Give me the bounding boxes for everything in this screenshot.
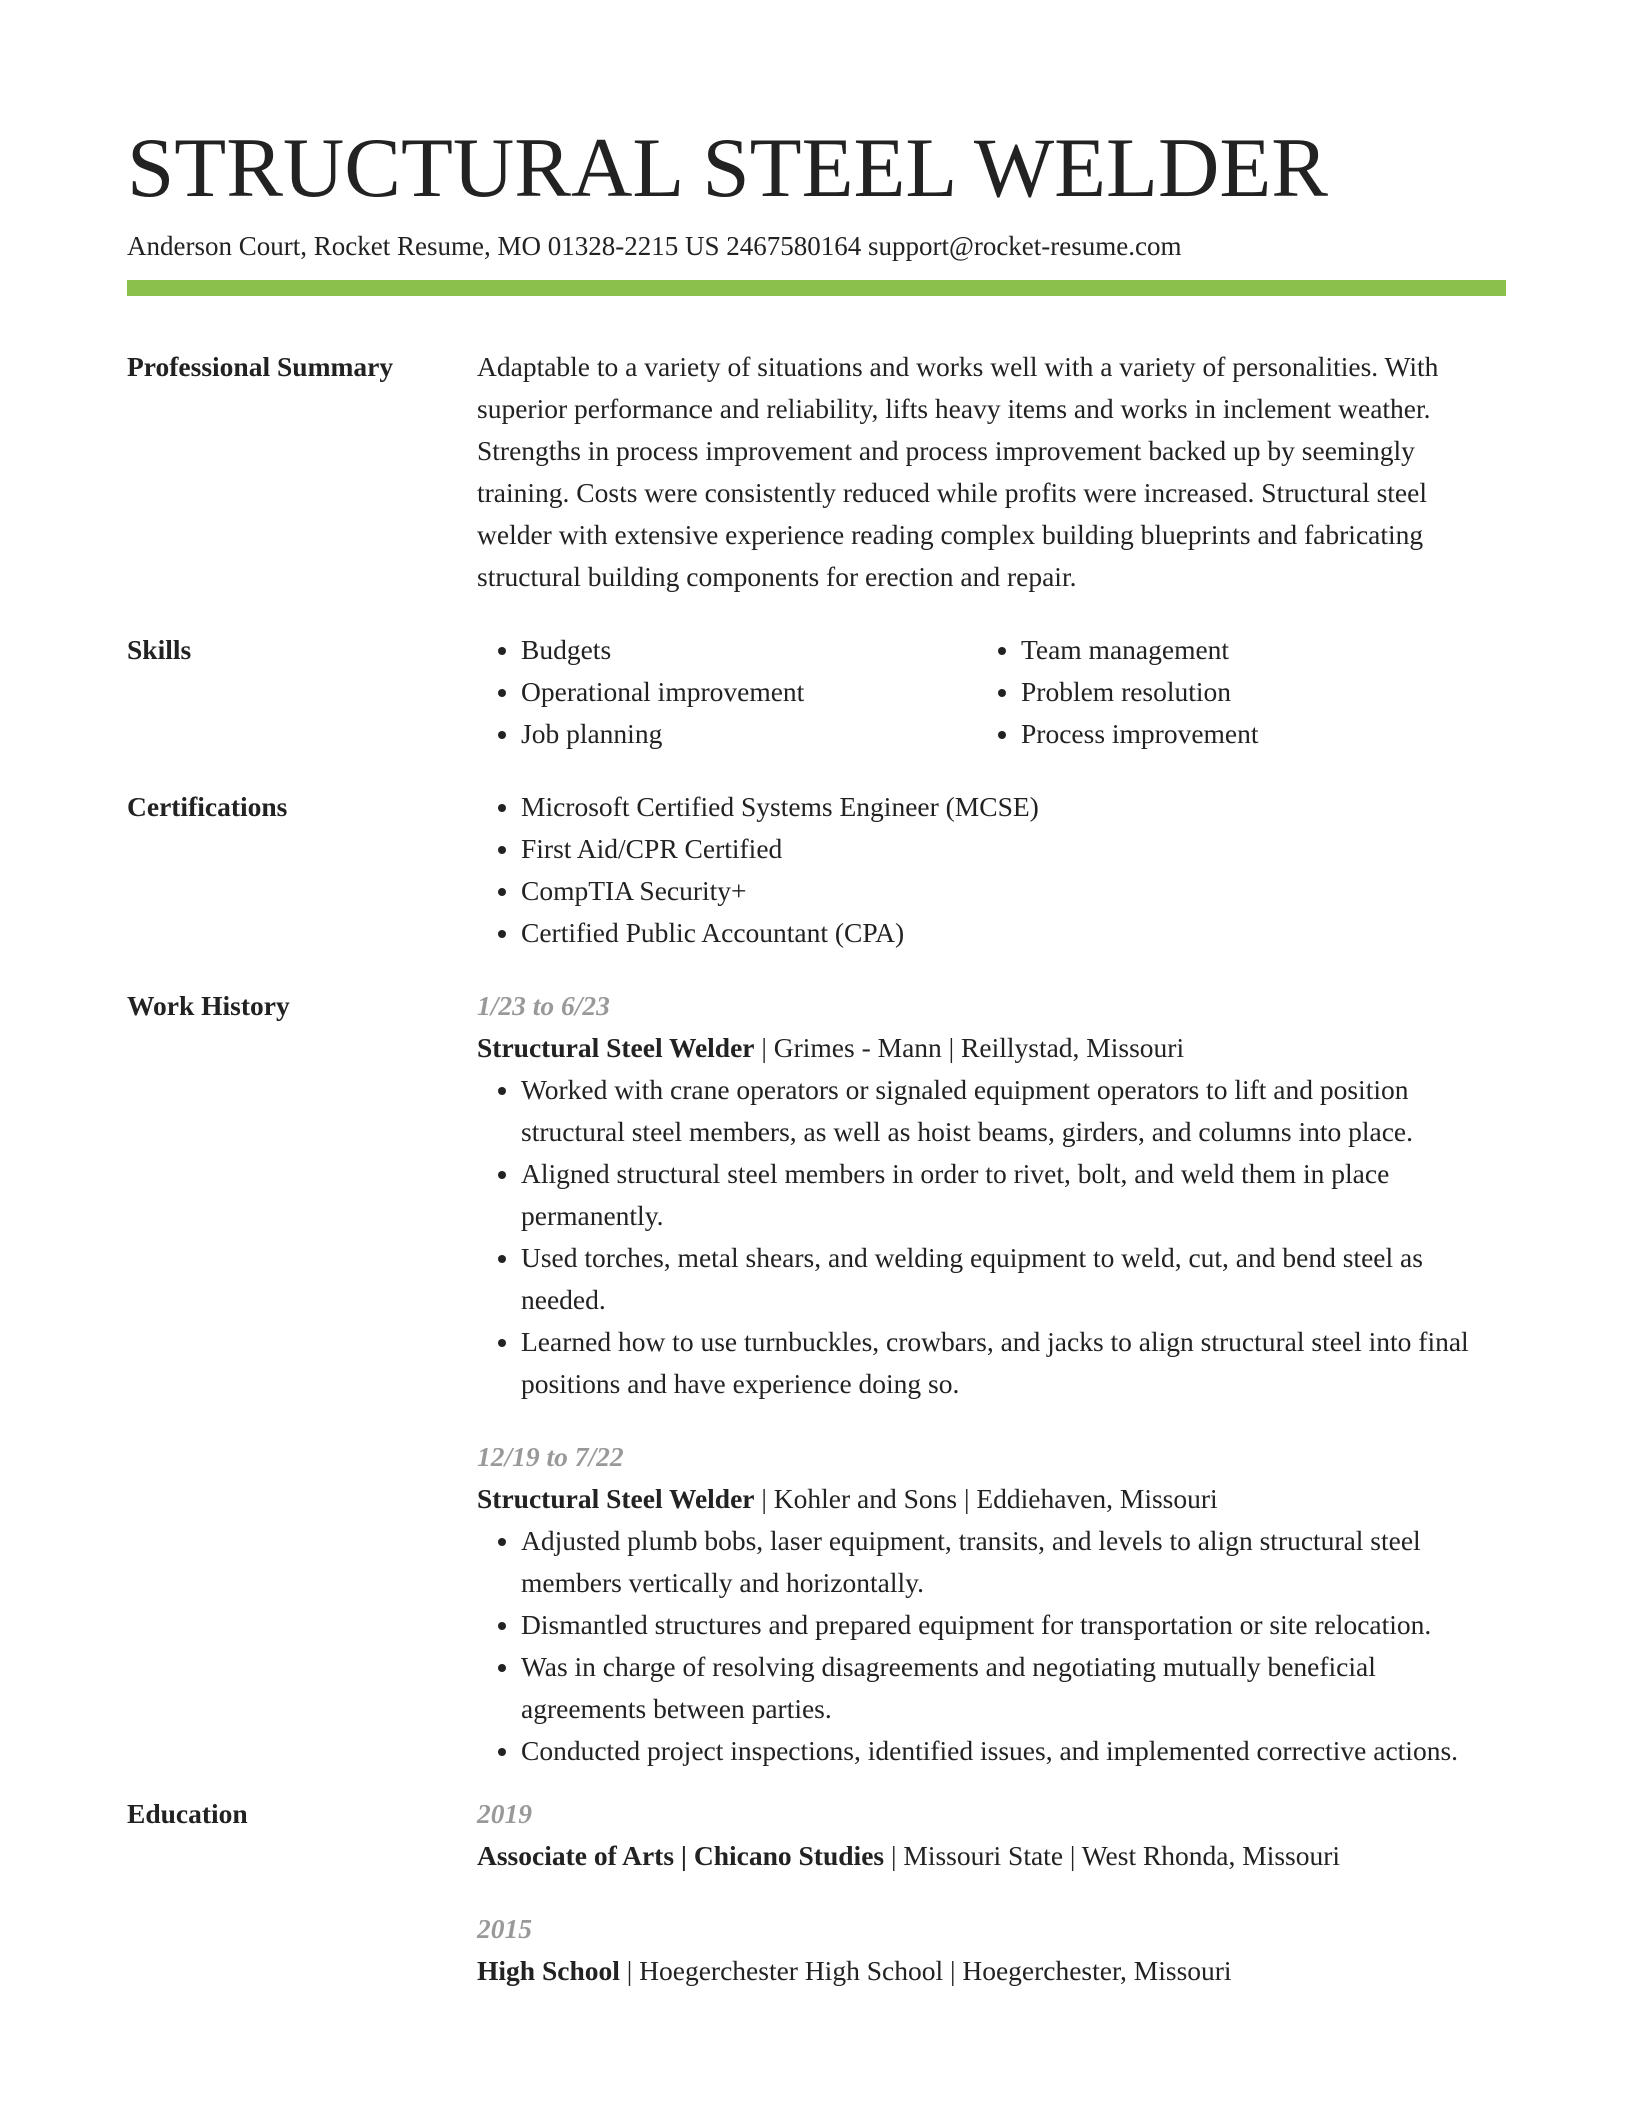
job-heading [477,1027,1506,1069]
job-employer-location: | Kohler and Sons | Eddiehaven, Missouri [754,1483,1218,1514]
education-year: 2019 [477,1798,532,1829]
education-heading [477,1950,1506,1992]
job-bullet: • Learned how to use turnbuckles, crowbars, and jacks to align structural steel into final positions and have experience doing so. [521,1321,1506,1405]
job-bullet: • Conducted project inspections, identified issues, and implemented corrective actions. [521,1730,1506,1772]
job-bullet: • Was in charge of resolving disagreements and negotiating mutually beneficial agreements between parties. [521,1646,1506,1730]
job-title: Structural Steel Welder [477,1032,755,1063]
education-year: 2015 [477,1913,532,1944]
job-bullet: • Aligned structural steel members in order to rivet, bolt, and weld them in place permanently. [521,1153,1506,1237]
education-degree: Associate of Arts | Chicano Studies [477,1840,885,1871]
skills-grid [477,629,1506,755]
job-heading [477,1478,1506,1520]
certifications-section [127,786,1506,954]
summary-text: Adaptable to a variety of situations and works well with a variety of personalities. With superior performance and reliability, lifts heavy items and works in inclement weather. Strengths in process improvement and process improvement backed up by seemingly training. Costs were consistently reduced while profits were increased. Structural steel welder with extensive experience reading complex building blueprints and fabricating structural building components for erection and repair. [477,351,1439,592]
summary-title: Professional Summary [127,351,394,382]
education-section [127,1793,1506,1992]
skill-item: • Job planning [521,713,977,755]
education-title: Education [127,1798,248,1829]
education-entries [477,1793,1506,1992]
education-school-location: | Hoegerchester High School | Hoegerchester, Missouri [619,1955,1232,1986]
job-entry [477,985,1506,1405]
job-entry [477,1436,1506,1772]
skill-item: • Problem resolution [1021,671,1477,713]
job-bullet: • Worked with crane operators or signaled equipment operators to lift and position structural steel members, as well as hoist beams, girders, and columns into place. [521,1069,1506,1153]
skills-section [127,629,1506,755]
education-degree: High School [477,1955,620,1986]
certification-item: • Certified Public Accountant (CPA) [521,912,1506,954]
job-bullet: • Adjusted plumb bobs, laser equipment, transits, and levels to align structural steel members vertically and horizontally. [521,1520,1506,1604]
work-history-title: Work History [127,990,290,1021]
skill-item: • Budgets [521,629,977,671]
skills-column-left [477,629,977,755]
work-history-entries [477,985,1506,1772]
job-title: Structural Steel Welder [477,1483,755,1514]
education-school-location: | Missouri State | West Rhonda, Missouri [884,1840,1341,1871]
resume-name: STRUCTURAL STEEL WELDER [127,121,1328,215]
certifications-list [477,786,1506,954]
job-bullet: • Used torches, metal shears, and welding equipment to weld, cut, and bend steel as needed. [521,1237,1506,1321]
job-dates: 1/23 to 6/23 [477,990,610,1021]
job-bullets [477,1069,1506,1405]
education-heading [477,1835,1506,1877]
education-entry [477,1793,1506,1877]
job-dates: 12/19 to 7/22 [477,1441,624,1472]
certifications-title: Certifications [127,791,288,822]
certification-item: • First Aid/CPR Certified [521,828,1506,870]
skill-item: • Process improvement [1021,713,1477,755]
education-entry [477,1908,1506,1992]
job-bullet: • Dismantled structures and prepared equipment for transportation or site relocation. [521,1604,1506,1646]
skill-item: • Operational improvement [521,671,977,713]
certification-item: • CompTIA Security+ [521,870,1506,912]
contact-line: Anderson Court, Rocket Resume, MO 01328-2215 US 2467580164 support@rocket-resume.com [127,231,1182,261]
skill-item: • Team management [1021,629,1477,671]
certification-item: • Microsoft Certified Systems Engineer (MCSE) [521,786,1506,828]
job-bullets [477,1520,1506,1772]
accent-divider [127,280,1506,296]
skills-column-right [977,629,1477,755]
work-history-section [127,985,1506,1772]
skills-title: Skills [127,634,192,665]
summary-section [127,346,1506,598]
job-employer-location: | Grimes - Mann | Reillystad, Missouri [754,1032,1185,1063]
